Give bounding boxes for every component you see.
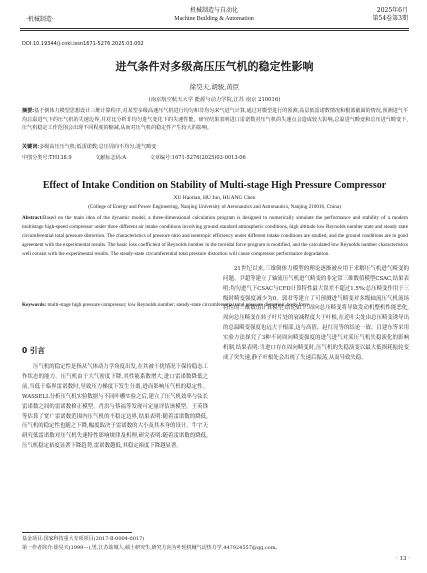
- body-right-paragraph: 21世纪以来,三维倒体力模型的理论逐渐被应用于求解压气机进气畸变的问题。尹超等建立了轴流压气机进气畸变的非定常三维数值模型CSAC,结果表明:均匀进气下CSAC与CFD计算特性最大误差不超过1.5%;总压畸变作用于三级时畸变强度减少为0。郭君等建立了可预测进气畸变对多级轴流压气机流场特性的三维数值计算模型,结论如下:周向总压畸变将导致发动机整机性能恶化,周向总压畸变在转子叶片处的衰减程度大于叶根,在近叶尖处由总压畸变诱导出的总温畸变强度也远大于根部,这与高倩、赵红亮等的结论一致。目建东等采用实验方法探究了3种不同周向畸变强度的进气进气对某压气机失稳演化的影响机制,结果表明:当进口存在周向畸变时,压气机的失稳演变以最大低损耗振轮变成了突失速,静子叶根处会出现了失速后振荡,从而导致失稳。: [223, 266, 409, 361]
- abstract-cn-label: 摘要:: [22, 108, 35, 114]
- authors-en: XU Haotian, HU Jun, HUANG Chen: [173, 195, 256, 201]
- footnote-fund: 基金项目:国家科技重大专项项目(2017-Ⅱ-0004-0017): [22, 536, 145, 542]
- document-code: 文献标志码:A: [95, 155, 127, 161]
- body-column-left: [22, 363, 208, 452]
- affiliation-cn: (南京航空航天大学 能源与动力学院,江苏 南京 210016): [148, 97, 281, 103]
- keywords-en-text: multi-stage high pressure compressor; low Reynolds number; steady-state circumferential total pressure distortion; body force: [47, 302, 310, 308]
- affiliation-en: (College of Energy and Power Engineering, Nanjing University of Aeronautics and Astronautics, Nanjing 210016, China): [88, 204, 341, 210]
- header-rule-thin: [20, 30, 409, 31]
- journal-name-en: Machine Building & Automation: [174, 16, 254, 22]
- journal-name-cn: 机械制造与自动化: [189, 7, 238, 14]
- abstract-cn-text: 基于倒体力模型思想设计三维计算程序,对某型多级高速压气机进行均匀和非均匀来气进气计算,通过对模型进行的预测,高层低雷诺数情况和根部截面的情况,预测进气平均总温进气下的压气机的失速边界,并对比分析非均匀进气变化下的失速性能。研究结果表明进口雷诺数对压气机的失速点会造成较大影响,总温进气畸变和总压进气畸变下,压气机稳定工作范围会出现不同程度的缩减,从而对压气机的稳定性产生较大的影响。: [22, 108, 408, 132]
- clc-number: 中图分类号:TH138.9: [22, 155, 72, 161]
- keywords-cn-label: 关键词:: [22, 144, 40, 150]
- authors-cn: 徐昊天,胡骏,黄臣: [189, 83, 240, 91]
- paper-title-en: Effect of Intake Condition on Stability of Multi-stage High Pressure Compressor: [42, 180, 387, 191]
- body-column-right: [223, 265, 409, 363]
- footnote-rule: [22, 532, 132, 533]
- running-header-issue: [346, 7, 408, 23]
- keywords-en-label: Keywords:: [22, 302, 47, 308]
- doi[interactable]: DOI:10.19344/j.cnki.issn1671-5276.2025.03.002: [22, 41, 144, 47]
- paper-title-cn: 进气条件对多级高压压气机的稳定性影响: [115, 60, 314, 73]
- abstract-en-text: Based on the main idea of the dynamic model, a three-dimensional calculation program is designed to numerically simulate the performance and stability of a modern multistage high-speed compressor under three different air intake conditions involving ground standard atmospheric conditions, high altitude low Reynolds number state and steady state circumferential total pressure distortion. The characteristics of pressure ratio and isentropic efficiency under different intake conditions are studied, and the ground conditions are in good agreement with the experimental results. The basic loss coefficient of Reynolds number in the toroidal force program is modified, and the calculated low Reynolds number characteristics well consist with the experimental results. The steady-state circumferential total pressure distortion will cause compressor performance degradation.: [22, 215, 409, 257]
- abstract-en: [22, 214, 408, 259]
- keywords-cn-text: 多级高压压气机;低雷诺数;总压周向不均匀;进气畸变: [39, 144, 157, 150]
- abstract-en-label: Abstract:: [22, 215, 44, 221]
- article-number: 文章编号:1671-5276(2025)03-0013-06: [149, 155, 246, 161]
- keywords-cn: [22, 143, 408, 150]
- running-header-section: ·机械制造·: [26, 16, 54, 23]
- volume-issue: 第54卷第3期: [372, 15, 408, 22]
- body-left-paragraph: 压气机的稳定性是指从气体动力学角度出发,在其被干扰情况下保持稳态工作状态的能力。压气机由于大气密度下降,其性能系数增大,进口雷诺数降低之前,当低于临界雷诺数时,导致压力梯度下发生分离,进而影响压气机的稳定性。WASSELL分析压气机实验数据与不同叶栅实验之后,建立了压气机效率与弦长雷诺数之间的雷诺数修正模型。肖洪与蔡福等发现可定量评估该模型。王英锋等估算了宽广雷诺数范围内压气机的不稳定边界,结果表明:随着雷诺数的降低,压气机的稳定性也随之下降,幅度取决于雷诺数的大小及其本身的设计。牛宇天研究低雷诺数对压气机失速特性影响规律及机理,研究表明:随着雷诺数的降低,压气机稳定裕度显著下降趋势,雷诺数越低,其稳定裕度下降越显著。: [22, 364, 208, 450]
- footnote-author: 第一作者简介:徐昊天(1999—),男,江苏盐城人,硕士研究生,研究方向为叶轮机械气动热力学,447924557@qq.com。: [22, 545, 281, 551]
- classification-row: [22, 154, 408, 161]
- issue-date: 2025年6月: [376, 7, 408, 14]
- abstract-cn: [22, 107, 408, 133]
- running-header-journal: [150, 7, 278, 23]
- header-rule: [20, 28, 409, 29]
- page-number: · 13 ·: [396, 556, 410, 562]
- section-heading-introduction: 0 引言: [22, 346, 45, 355]
